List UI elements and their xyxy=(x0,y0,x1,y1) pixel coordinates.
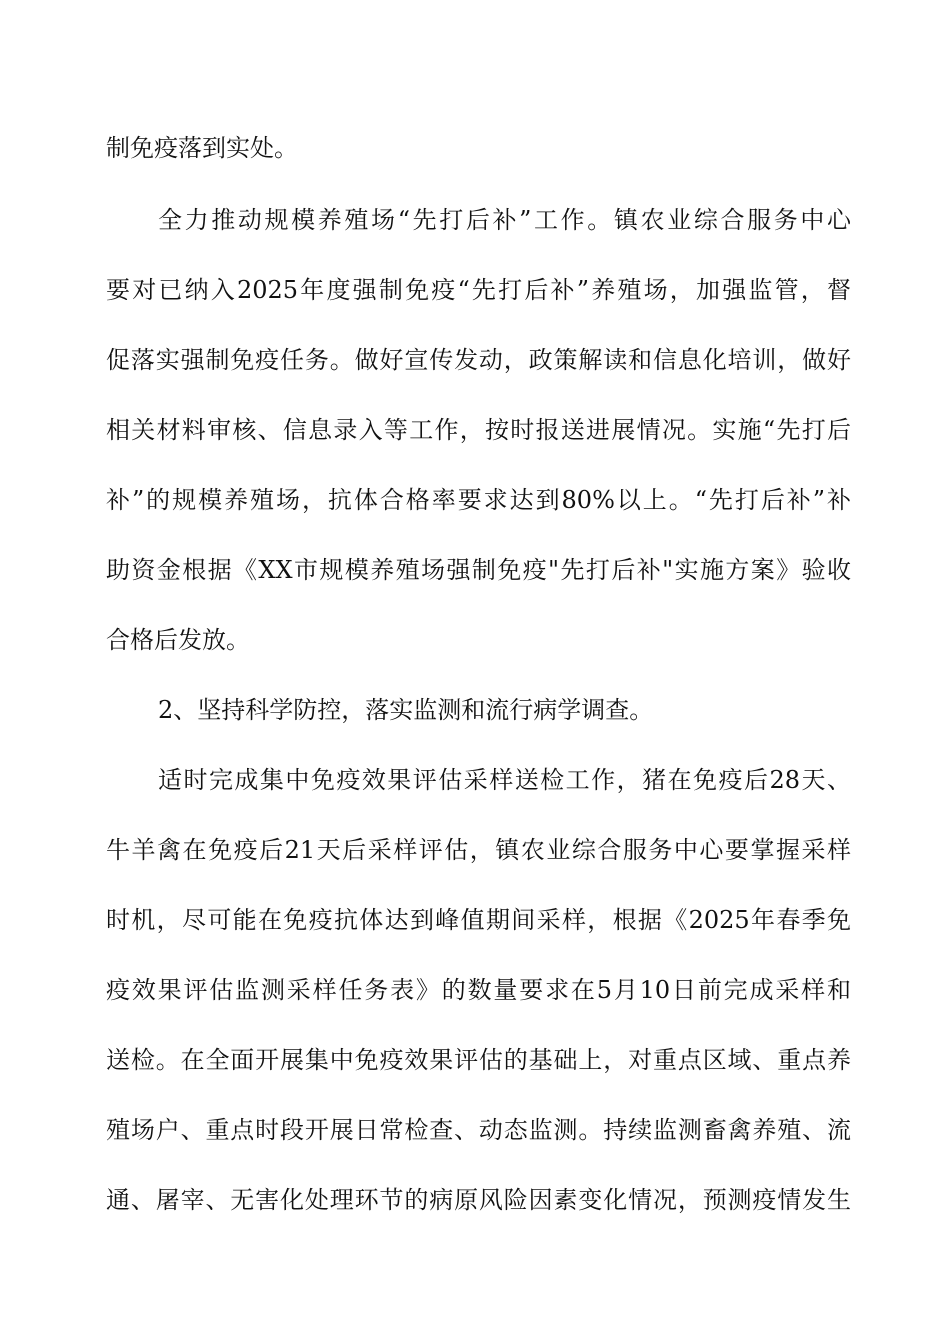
paragraph-line: 助资金根据《XX市规模养殖场强制免疫"先打后补"实施方案》验收 xyxy=(106,556,851,584)
paragraph-line: 适时完成集中免疫效果评估采样送检工作，猪在免疫后28天、 xyxy=(158,766,851,794)
paragraph-line: 促落实强制免疫任务。做好宣传发动，政策解读和信息化培训，做好 xyxy=(106,346,851,374)
paragraph-line: 殖场户、重点时段开展日常检查、动态监测。持续监测畜禽养殖、流 xyxy=(106,1116,851,1144)
paragraph-line: 通、屠宰、无害化处理环节的病原风险因素变化情况，预测疫情发生 xyxy=(106,1186,851,1214)
paragraph-line: 送检。在全面开展集中免疫效果评估的基础上，对重点区域、重点养 xyxy=(106,1046,851,1074)
paragraph-line: 时机，尽可能在免疫抗体达到峰值期间采样，根据《2025年春季免 xyxy=(106,906,851,934)
paragraph-line: 牛羊禽在免疫后21天后采样评估，镇农业综合服务中心要掌握采样 xyxy=(106,836,851,864)
paragraph-line: 制免疫落到实处。 xyxy=(106,134,298,162)
paragraph-line: 要对已纳入2025年度强制免疫“先打后补”养殖场，加强监管，督 xyxy=(106,276,851,304)
paragraph-line: 补”的规模养殖场，抗体合格率要求达到80%以上。“先打后补”补 xyxy=(106,486,851,514)
paragraph-line: 疫效果评估监测采样任务表》的数量要求在5月10日前完成采样和 xyxy=(106,976,851,1004)
paragraph-line: 合格后发放。 xyxy=(106,626,250,654)
paragraph-line: 全力推动规模养殖场“先打后补”工作。镇农业综合服务中心 xyxy=(158,206,851,234)
paragraph-line: 相关材料审核、信息录入等工作，按时报送进展情况。实施“先打后 xyxy=(106,416,851,444)
section-heading: 2、坚持科学防控，落实监测和流行病学调查。 xyxy=(158,696,654,724)
